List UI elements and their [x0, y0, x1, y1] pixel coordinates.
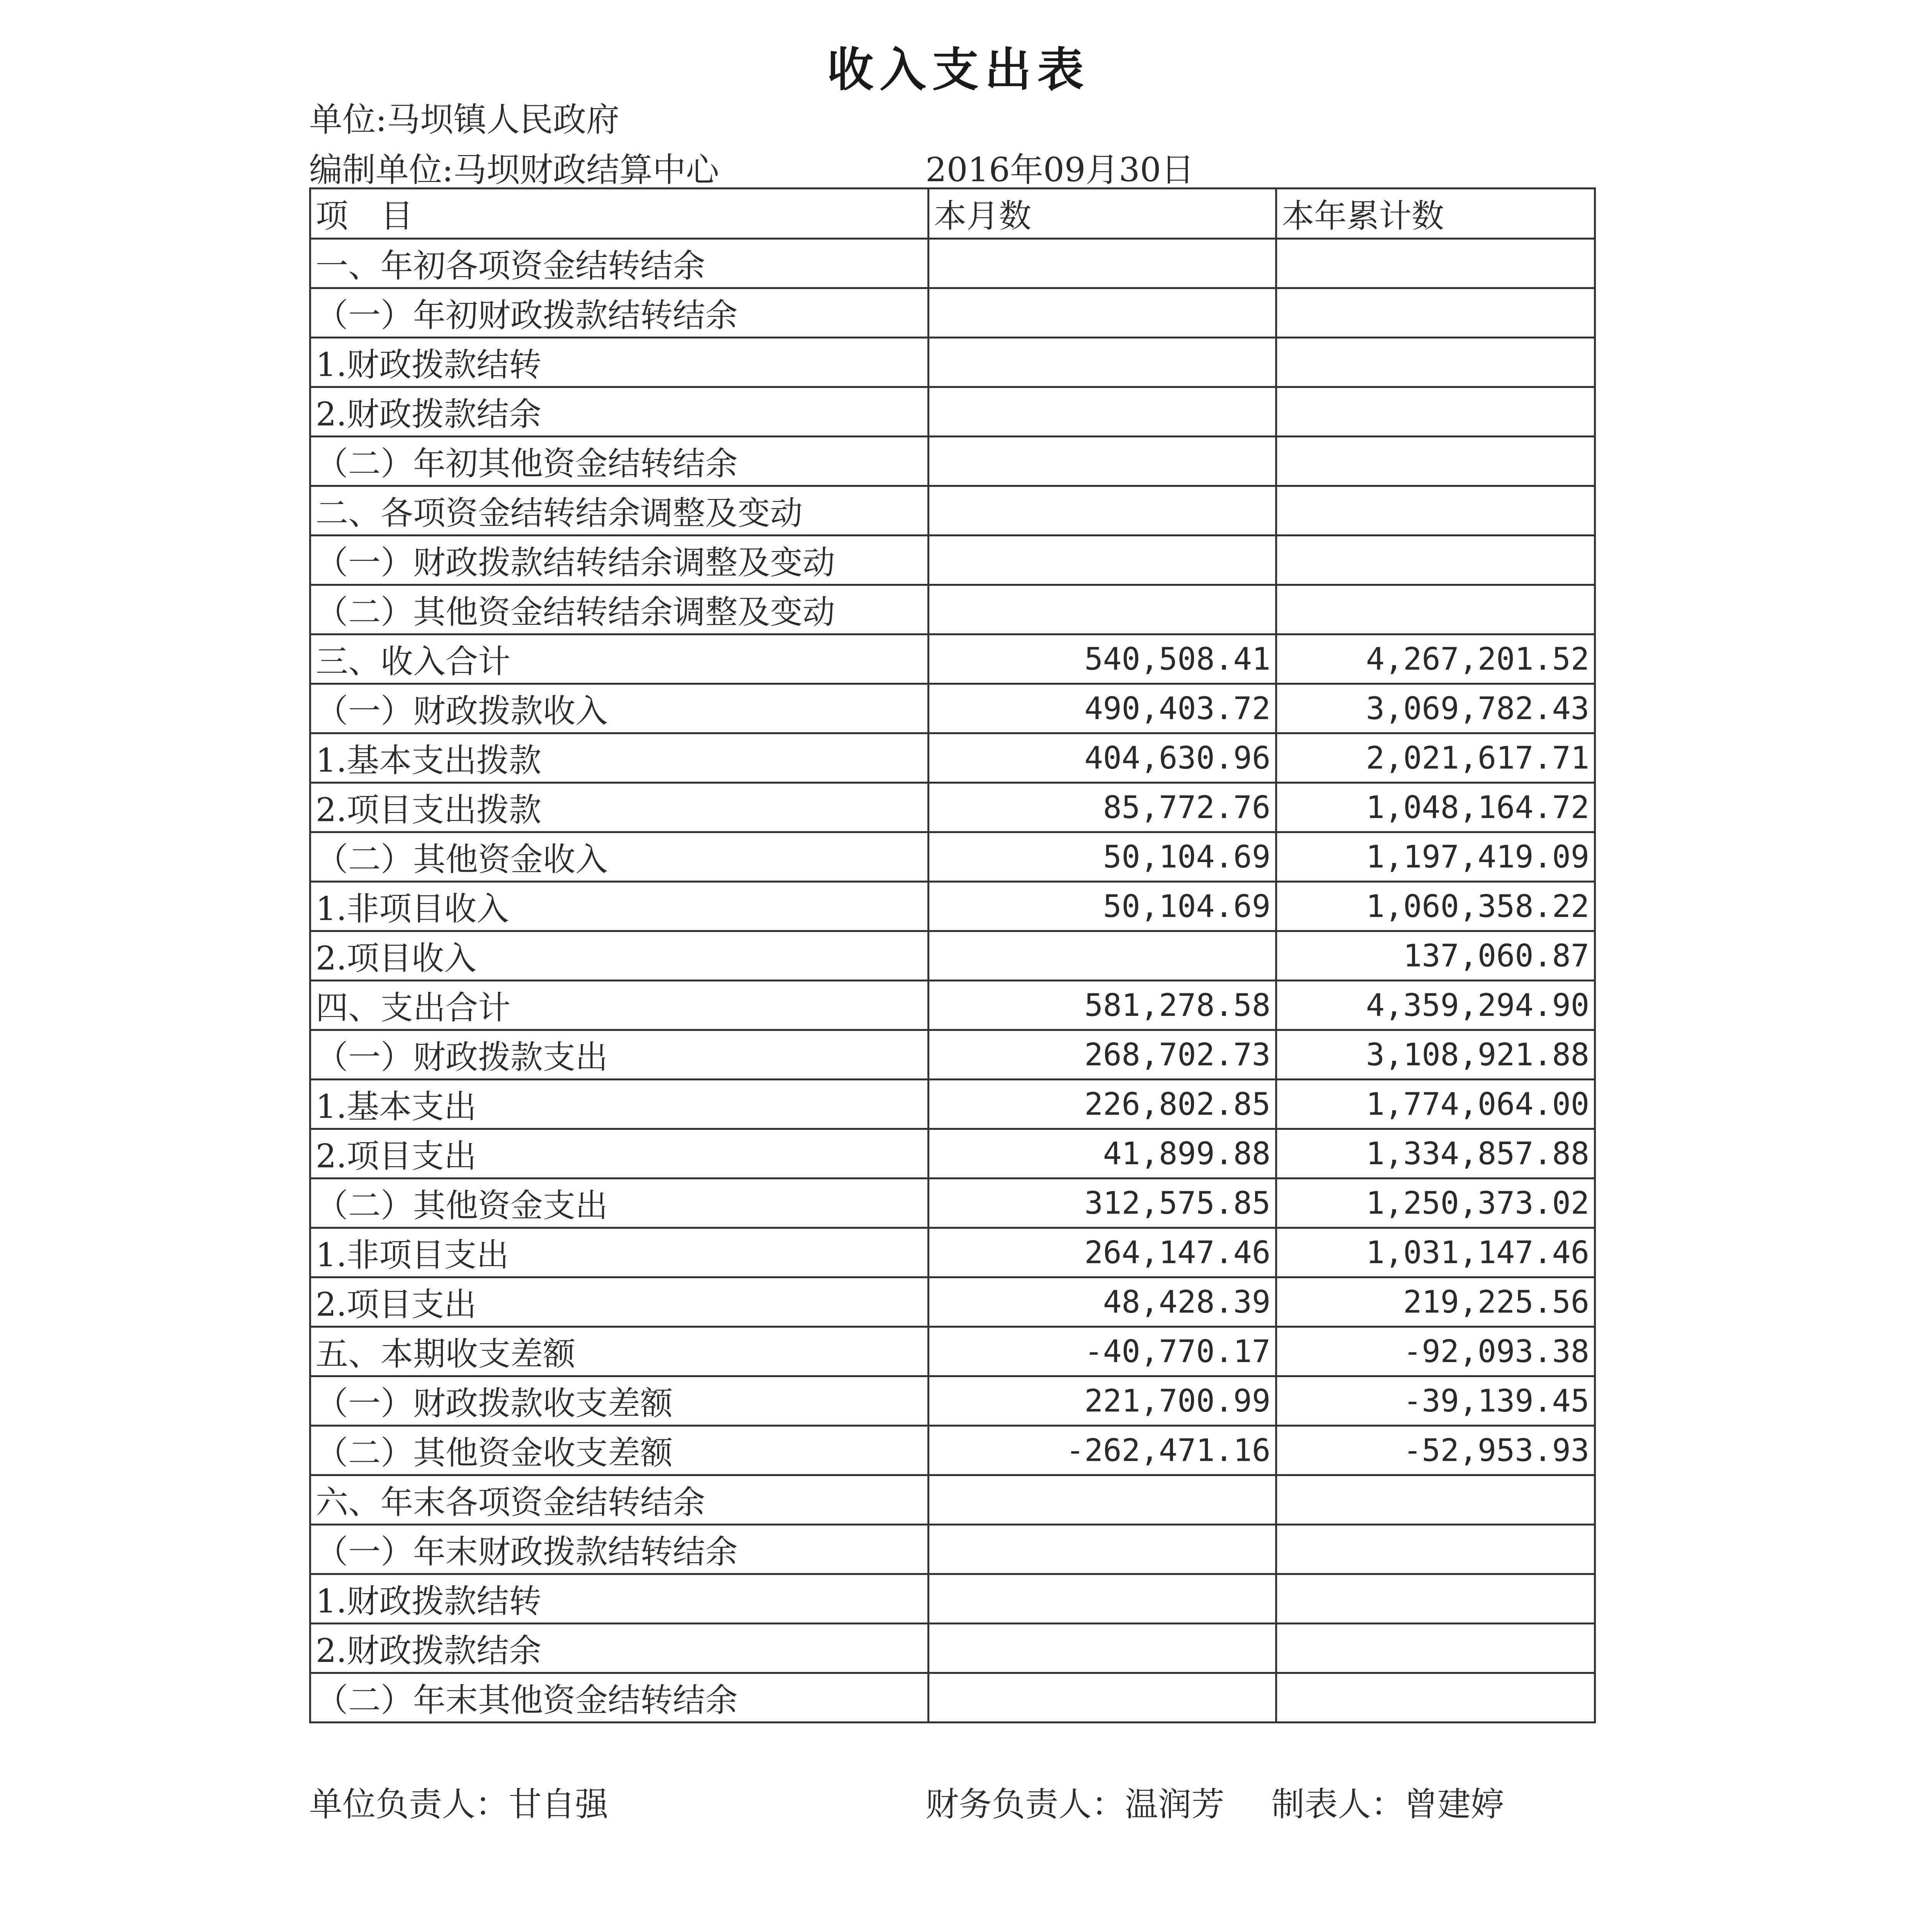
table-row [310, 981, 1595, 1030]
row-item: 一、年初各项资金结转结余 [310, 239, 929, 288]
row-ytd-value: -92,093.38 [1276, 1327, 1595, 1376]
row-month-value: 41,899.88 [929, 1129, 1276, 1179]
row-month-value: 50,104.69 [929, 882, 1276, 931]
row-ytd-value: 3,069,782.43 [1276, 684, 1595, 733]
table-row [310, 882, 1595, 931]
table-row [310, 1673, 1595, 1723]
table-row [310, 585, 1595, 634]
table-row [310, 387, 1595, 437]
row-month-value: 581,278.58 [929, 981, 1276, 1030]
row-ytd-value: 1,060,358.22 [1276, 882, 1595, 931]
row-month-value: 85,772.76 [929, 783, 1276, 832]
row-item: （一）财政拨款结转结余调整及变动 [310, 536, 929, 585]
report-date: 2016年09月30日 [925, 151, 1194, 189]
header-ytd: 本年累计数 [1276, 189, 1595, 239]
row-month-value: 490,403.72 [929, 684, 1276, 733]
row-item: 2.财政拨款结余 [310, 1624, 929, 1673]
preparer-unit-label: 编制单位:马坝财政结算中心 [309, 151, 719, 189]
row-item: 2.项目收入 [310, 931, 929, 981]
row-item: 三、收入合计 [310, 634, 929, 684]
row-item: 六、年末各项资金结转结余 [310, 1475, 929, 1525]
table-row [310, 1129, 1595, 1179]
row-item: （一）年末财政拨款结转结余 [310, 1525, 929, 1574]
row-ytd-value: 219,225.56 [1276, 1277, 1595, 1327]
table-row [310, 1376, 1595, 1426]
row-month-value [929, 931, 1276, 981]
table-row [310, 733, 1595, 783]
header-month: 本月数 [929, 189, 1276, 239]
table-row [310, 1277, 1595, 1327]
table-row [310, 1426, 1595, 1475]
row-item: 1.非项目支出 [310, 1228, 929, 1277]
row-ytd-value [1276, 1475, 1595, 1525]
table-row [310, 239, 1595, 288]
row-month-value [929, 437, 1276, 486]
row-item: （一）年初财政拨款结转结余 [310, 288, 929, 338]
table-row [310, 288, 1595, 338]
page-title: 收入支出表 [827, 43, 1090, 97]
row-month-value: -40,770.17 [929, 1327, 1276, 1376]
row-month-value: 540,508.41 [929, 634, 1276, 684]
table-header-row [310, 189, 1595, 239]
table-row [310, 783, 1595, 832]
table-row [310, 486, 1595, 536]
row-item: （二）年末其他资金结转结余 [310, 1673, 929, 1723]
row-month-value: 221,700.99 [929, 1376, 1276, 1426]
table-row [310, 1228, 1595, 1277]
table-row [310, 1080, 1595, 1129]
table-row [310, 634, 1595, 684]
row-item: （二）年初其他资金结转结余 [310, 437, 929, 486]
row-item: 五、本期收支差额 [310, 1327, 929, 1376]
row-month-value: -262,471.16 [929, 1426, 1276, 1475]
table-row [310, 1030, 1595, 1080]
table-row [310, 1525, 1595, 1574]
row-ytd-value [1276, 387, 1595, 437]
preparer-signature: 制表人：曾建婷 [1271, 1785, 1504, 1824]
row-month-value: 226,802.85 [929, 1080, 1276, 1129]
row-item: （二）其他资金收入 [310, 832, 929, 882]
row-ytd-value: 1,250,373.02 [1276, 1179, 1595, 1228]
row-month-value: 404,630.96 [929, 733, 1276, 783]
row-month-value [929, 486, 1276, 536]
row-month-value [929, 1574, 1276, 1624]
header-item: 项 目 [310, 189, 929, 239]
table-row [310, 338, 1595, 387]
row-item: 1.非项目收入 [310, 882, 929, 931]
table-row [310, 437, 1595, 486]
row-ytd-value: 1,197,419.09 [1276, 832, 1595, 882]
row-month-value [929, 338, 1276, 387]
row-ytd-value [1276, 1673, 1595, 1723]
row-ytd-value: -52,953.93 [1276, 1426, 1595, 1475]
unit-label: 单位:马坝镇人民政府 [309, 100, 619, 139]
table-row [310, 684, 1595, 733]
row-ytd-value: 1,774,064.00 [1276, 1080, 1595, 1129]
row-item: 2.项目支出拨款 [310, 783, 929, 832]
row-month-value [929, 239, 1276, 288]
row-ytd-value [1276, 288, 1595, 338]
row-item: （一）财政拨款支出 [310, 1030, 929, 1080]
row-ytd-value: 137,060.87 [1276, 931, 1595, 981]
table-row [310, 1475, 1595, 1525]
row-month-value: 264,147.46 [929, 1228, 1276, 1277]
row-ytd-value [1276, 486, 1595, 536]
row-month-value [929, 585, 1276, 634]
row-month-value [929, 387, 1276, 437]
table-row [310, 1327, 1595, 1376]
row-ytd-value: 4,359,294.90 [1276, 981, 1595, 1030]
table-row [310, 1574, 1595, 1624]
row-ytd-value [1276, 437, 1595, 486]
income-expense-table [309, 187, 1596, 1723]
row-ytd-value [1276, 1574, 1595, 1624]
row-month-value: 312,575.85 [929, 1179, 1276, 1228]
row-month-value [929, 536, 1276, 585]
row-item: 二、各项资金结转结余调整及变动 [310, 486, 929, 536]
row-item: 四、支出合计 [310, 981, 929, 1030]
row-month-value [929, 1624, 1276, 1673]
row-month-value [929, 1673, 1276, 1723]
row-ytd-value: 3,108,921.88 [1276, 1030, 1595, 1080]
row-ytd-value [1276, 536, 1595, 585]
table-row [310, 1179, 1595, 1228]
row-month-value: 268,702.73 [929, 1030, 1276, 1080]
row-ytd-value [1276, 239, 1595, 288]
row-item: （二）其他资金收支差额 [310, 1426, 929, 1475]
finance-head-signature: 财务负责人：温润芳 [925, 1785, 1225, 1824]
row-ytd-value [1276, 585, 1595, 634]
row-item: 1.财政拨款结转 [310, 338, 929, 387]
row-item: （二）其他资金支出 [310, 1179, 929, 1228]
row-ytd-value [1276, 1525, 1595, 1574]
row-ytd-value: 2,021,617.71 [1276, 733, 1595, 783]
table-row [310, 931, 1595, 981]
row-month-value [929, 1525, 1276, 1574]
row-ytd-value [1276, 1624, 1595, 1673]
row-item: （一）财政拨款收入 [310, 684, 929, 733]
row-ytd-value [1276, 338, 1595, 387]
row-item: （二）其他资金结转结余调整及变动 [310, 585, 929, 634]
row-item: 1.基本支出拨款 [310, 733, 929, 783]
row-item: 2.项目支出 [310, 1129, 929, 1179]
row-item: （一）财政拨款收支差额 [310, 1376, 929, 1426]
row-month-value: 48,428.39 [929, 1277, 1276, 1327]
row-item: 1.基本支出 [310, 1080, 929, 1129]
table-row [310, 536, 1595, 585]
row-item: 2.项目支出 [310, 1277, 929, 1327]
row-ytd-value: -39,139.45 [1276, 1376, 1595, 1426]
row-ytd-value: 1,031,147.46 [1276, 1228, 1595, 1277]
row-item: 1.财政拨款结转 [310, 1574, 929, 1624]
row-month-value [929, 288, 1276, 338]
row-ytd-value: 4,267,201.52 [1276, 634, 1595, 684]
unit-head-signature: 单位负责人：甘自强 [309, 1785, 608, 1824]
row-ytd-value: 1,334,857.88 [1276, 1129, 1595, 1179]
row-ytd-value: 1,048,164.72 [1276, 783, 1595, 832]
table-row [310, 832, 1595, 882]
row-month-value [929, 1475, 1276, 1525]
row-month-value: 50,104.69 [929, 832, 1276, 882]
table-row [310, 1624, 1595, 1673]
row-item: 2.财政拨款结余 [310, 387, 929, 437]
